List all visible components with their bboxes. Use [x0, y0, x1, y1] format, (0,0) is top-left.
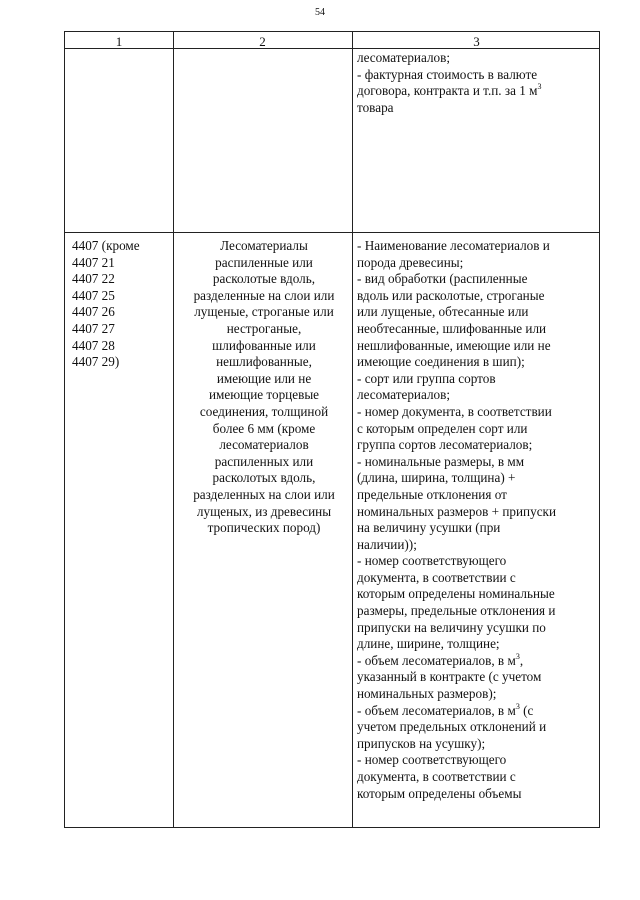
header-col-1: 1 — [115, 34, 123, 49]
row2-superscript-1: 3 — [515, 651, 520, 661]
row2-goods-description: Лесоматериалы распиленные или расколотые вдоль, разделенные на слои или лущеные, строганые или нестроганые, шлифованные или нешлифованные, имеющие или не имеющие торцевые соединения, толщиной более 6 мм (кроме лесоматериалов распиленных или расколотых вдоль, разделенных на слои или лущеных, из древесины тропических пород) — [193, 238, 335, 536]
column-divider-1 — [173, 32, 174, 827]
row-divider — [65, 232, 599, 233]
row1-line-1: лесоматериалов; — [357, 50, 451, 65]
header-col-3: 3 — [473, 34, 480, 49]
row2-info-volume-contract-tail: , указанный в контракте (с учетом номинальных размеров); — [357, 652, 542, 702]
row2-required-info — [357, 238, 597, 802]
column-divider-2 — [352, 32, 353, 827]
row1-line-2: - фактурная стоимость в валюте — [357, 66, 538, 82]
header-col-2: 2 — [259, 34, 266, 49]
page-number: 54 — [315, 7, 325, 18]
row1-col3-text — [357, 50, 597, 116]
row1-line-3: договора, контракта и т.п. за 1 м — [357, 83, 538, 99]
row2-hs-codes: 4407 (кроме 4407 21 4407 22 4407 25 4407 26 4407 27 4407 28 4407 29) — [72, 238, 140, 370]
row2-info-volume-actual-tail: (с учетом предельных отклонений и припусков на усушку); - номер соответствующего документа, в соответствии с которым определены объемы — [357, 702, 547, 801]
row2-info-volume-contract: - объем лесоматериалов, в м — [357, 652, 516, 668]
goods-table — [64, 31, 600, 828]
row1-superscript: 3 — [537, 82, 542, 92]
row1-line-4: товара — [357, 99, 394, 115]
row2-info-part-a: - Наименование лесоматериалов и порода древесины; - вид обработки (распиленные вдоль или расколотые, строганые или лущеные, обтесанные или необтесанные, шлифованные или нешлифованные, имеющие или не имеющие соединения в шип); - сорт или группа сортов лесоматериалов; - номер документа, в соответствии с которым определен сорт или группа сортов лесоматериалов; - номинальные размеры, в мм (длина, ширина, толщина) + предельные отклонения от номинальных размеров + припуски на величину усушки (при наличии)); - номер соответствующего документа, в соответствии с которым определены номинальные размеры, предельные отклонения и припуски на величину усушки по длине, ширине, толщине; — [357, 238, 557, 652]
row2-info-volume-actual: - объем лесоматериалов, в м — [357, 702, 516, 718]
row2-superscript-2: 3 — [515, 701, 520, 711]
